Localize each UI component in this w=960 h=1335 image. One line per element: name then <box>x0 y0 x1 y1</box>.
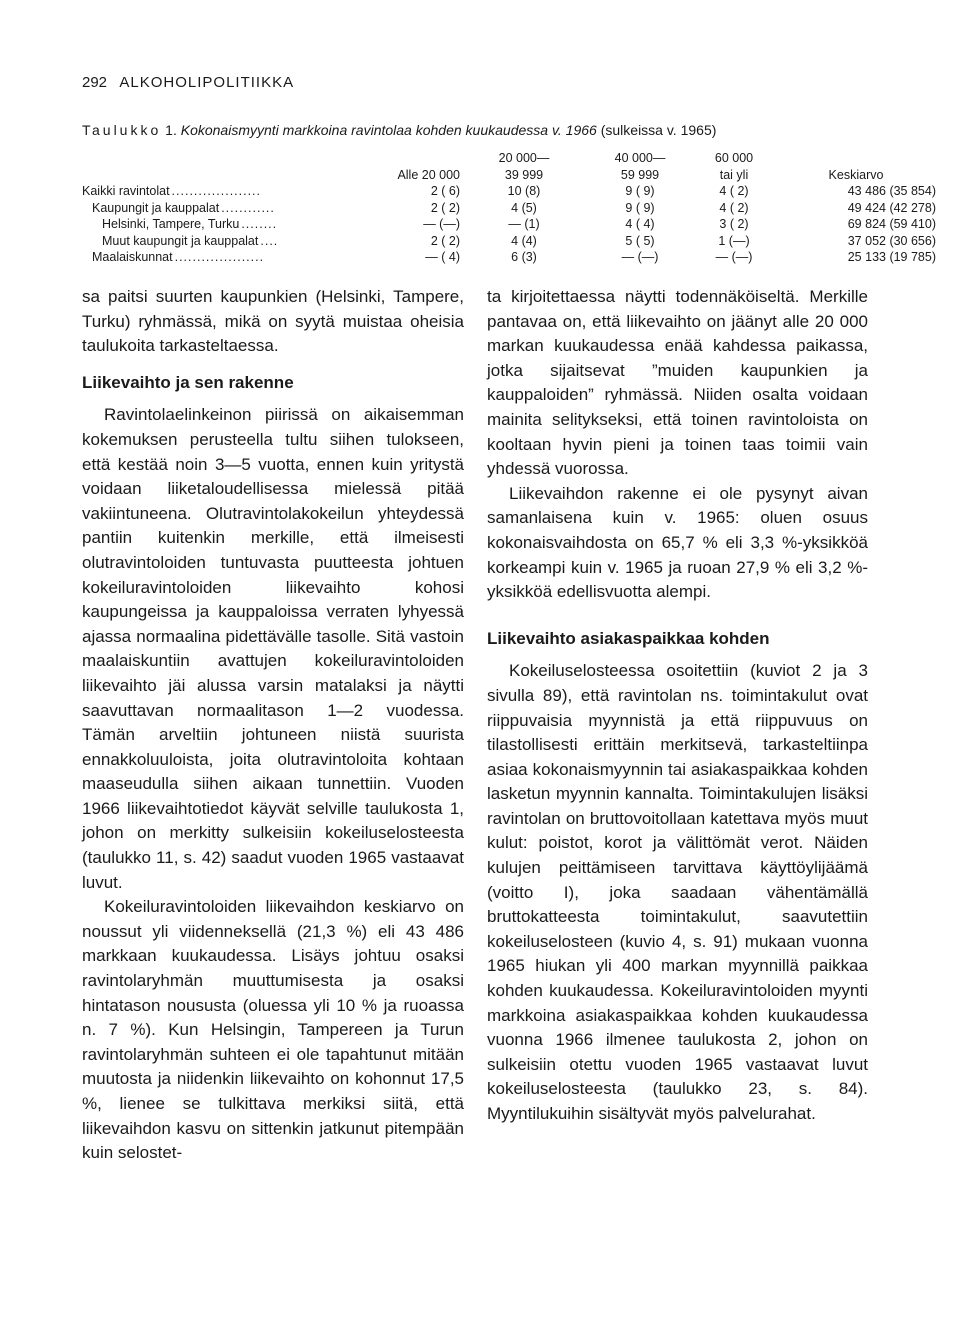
cell-a: 2 ( 2) <box>430 200 460 215</box>
col-d-head2: tai yli <box>719 167 749 182</box>
leader-dots: ............ <box>221 200 275 215</box>
table-header-row <box>82 167 936 184</box>
col-e-head: Keskiarvo <box>828 167 884 182</box>
section-heading: Liikevaihto ja sen rakenne <box>82 372 294 392</box>
table-row <box>82 200 936 217</box>
cell-b: 4 (5) <box>511 200 537 215</box>
right-column <box>487 285 868 1127</box>
running-title: ALKOHOLIPOLITIIKKA <box>119 74 295 91</box>
paragraph: Kokeiluravintoloiden liikevaihdon keskiarvo on noussut yli viidenneksellä (21,3 %) eli 43 486 markkaan kuukaudessa. Lisäys johtuu osaksi ravintolaryhmän muuttumisesta ja osaksi hintatason noususta (oluessa yli 10 % ja ruoassa n. 7 %). Kun Helsingin, Tampereen ja Turun ravintolaryhmän suhteen ei ole tapahtunut mitään muutosta ja niidenkin liikevaihto on kohonnut 17,5 %, lienee se tulkittava merkiksi siitä, että liikevaihdon kasvu on sittenkin jatkunut pitempään kuin selostet- <box>82 897 464 1163</box>
sales-table <box>82 150 936 266</box>
table-header-row <box>82 150 936 167</box>
cell-c: 5 ( 5) <box>625 233 655 248</box>
cell-c: 9 ( 9) <box>625 200 655 215</box>
leader-dots: .................... <box>171 184 262 198</box>
cell-d: 4 ( 2) <box>719 184 749 198</box>
table-row <box>82 183 936 200</box>
col-c-head1: 40 000— <box>614 151 666 165</box>
cell-b: — (1) <box>508 217 540 231</box>
cell-b: 4 (4) <box>511 233 537 248</box>
row-label: Maalaiskunnat <box>92 250 173 264</box>
page-header <box>82 74 294 91</box>
cell-c: — (—) <box>621 250 659 264</box>
cell-d: 4 ( 2) <box>719 200 749 215</box>
paragraph: ta kirjoitettaessa näytti todennäköiseltä. Merkille pantavaa on, että liikevaihto on jäänyt alle 20 000 markan kuukaudessa enää kahdessa paikassa, jotka sijaitsevat ”muiden kaupunkien ja kauppaloiden” ryhmässä. Niiden osalta voidaan mainita selitykseksi, että toinen ravintoloista on kooltaan hyvin pieni ja toinen taas toimii vain yhdessä vuorossa. <box>487 287 868 479</box>
col-a-head: Alle 20 000 <box>397 167 460 182</box>
cell-c: 9 ( 9) <box>625 184 655 198</box>
cell-e: 43 486 (35 854) <box>847 184 936 198</box>
table-caption-text: Kokonaismyynti markkoina ravintolaa kohden kuukaudessa v. 1966 <box>180 122 597 138</box>
cell-e: 69 824 (59 410) <box>847 217 936 231</box>
row-label: Muut kaupungit ja kauppalat <box>102 233 259 248</box>
cell-d: 3 ( 2) <box>719 217 749 231</box>
cell-c: 4 ( 4) <box>625 217 655 231</box>
col-b-head1: 20 000— <box>498 151 550 165</box>
paragraph: Kokeiluselosteessa osoitettiin (kuviot 2 ja 3 sivulla 89), että ravintolan ns. toimintakulut ovat riippuvaisia myynnistä ja että riippuvuus on tilastollisesti erittäin merkitsevä, tarkasteltiinpa asiaa kokonaismyynnin tai asiakaspaikkaa kohden lasketun myynnin kannalta. Toimintakulujen lisäksi ravintolan on bruttovoitollaan katettava myös muut kulut: poistot, korot ja välittömät verot. Näiden kulujen peittämiseen tarvittava käyttöylijäämä (voitto I), joka saadaan vähentämällä bruttokatteesta toimintakulut, saavutettiin kokeiluselosteen (kuvio 4, s. 91) mukaan vuonna 1965 hiukan yli 400 markan myynnillä paikkaa kohden kuukaudessa. Kokeiluravintoloiden myynti markkoina asiakaspaikkaa kohden kuukaudessa vuonna 1966 ilmenee taulukosta 2, johon on sulkeisiin otettu vuoden 1965 vastaavat luvut kokeiluselosteesta (taulukko 23, s. 84). Myyntilukuihin sisältyvät myös palvelurahat. <box>487 661 868 1123</box>
table-row <box>82 249 936 266</box>
row-label: Kaikki ravintolat <box>82 184 170 198</box>
paragraph: Liikevaihdon rakenne ei ole pysynyt aivan samanlaisena kuin v. 1965: oluen osuus kokonaisvaihdosta on 65,7 % eli 3,3 %-yksikköä korkeampi kuin v. 1965 ja ruoan 27,9 % eli 3,2 %-yksikköä edellisvuotta alempi. <box>487 483 868 602</box>
cell-d: — (—) <box>715 250 753 264</box>
paragraph: sa paitsi suurten kaupunkien (Helsinki, Tampere, Turku) ryhmässä, mikä on syytä muistaa oheisia taulukoita tarkasteltaessa. <box>82 287 464 356</box>
row-label: Kaupungit ja kauppalat <box>92 200 220 215</box>
cell-b: 10 (8) <box>507 184 541 198</box>
table-caption-label: Taulukko <box>82 122 162 138</box>
col-b-head2: 39 999 <box>504 167 544 182</box>
cell-b: 6 (3) <box>511 250 537 264</box>
leader-dots: .... <box>260 233 279 248</box>
cell-a: — ( 4) <box>425 250 460 264</box>
cell-a: 2 ( 6) <box>430 184 460 198</box>
cell-e: 37 052 (30 656) <box>847 233 936 248</box>
table-row <box>82 233 936 250</box>
col-c-head2: 59 999 <box>620 167 660 182</box>
cell-e: 25 133 (19 785) <box>847 250 936 264</box>
leader-dots: ........ <box>241 217 278 231</box>
table-caption-number: 1. <box>165 122 177 138</box>
cell-d: 1 (—) <box>718 233 750 248</box>
page-number: 292 <box>82 74 108 91</box>
cell-a: 2 ( 2) <box>430 233 460 248</box>
table-row <box>82 216 936 233</box>
leader-dots: .................... <box>174 250 265 264</box>
cell-e: 49 424 (42 278) <box>847 200 936 215</box>
row-label: Helsinki, Tampere, Turku <box>102 217 240 231</box>
table-caption <box>82 122 872 138</box>
left-column <box>82 285 464 1166</box>
paragraph: Ravintolaelinkeinon piirissä on aikaisemman kokemuksen perusteella tultu siihen tulokseen, että kestää noin 3—5 vuotta, ennen kuin yritystä voidaan liiketaloudellisessa mielessä pitää vakiintuneena. Olutravintolakokeilun yhteydessä pantiin kuitenkin merkille, että ilmeisesti olutravintoloiden tuntuvasta puutteesta johtuen kokeiluravintoloiden liikevaihto kohosi kaupungeissa ja kauppaloissa verraten lyhyessä ajassa normaalina pidettävälle tasolle. Sitä vastoin maalaiskuntiin avattujen kokeiluravintoloiden liikevaihto jäi alussa varsin matalaksi ja näytti saavuttavan normaalitason 1—2 vuodessa. Tämän arveltiin johtuneen niistä suurista ennakkoluuloista, joita olutravintoloita kohtaan maaseudulla siihen aikaan tunnettiin. Vuoden 1966 liikevaihtotiedot käyvät selville taulukosta 1, johon on merkitty sulkeisiin kokeiluselosteesta (taulukko 11, s. 42) saadut vuoden 1965 vastaavat luvut. <box>82 405 464 892</box>
col-d-head1: 60 000 <box>714 151 754 165</box>
section-heading: Liikevaihto asiakaspaikkaa kohden <box>487 628 770 648</box>
table-caption-note: (sulkeissa v. 1965) <box>600 122 717 138</box>
cell-a: — (—) <box>423 217 460 231</box>
